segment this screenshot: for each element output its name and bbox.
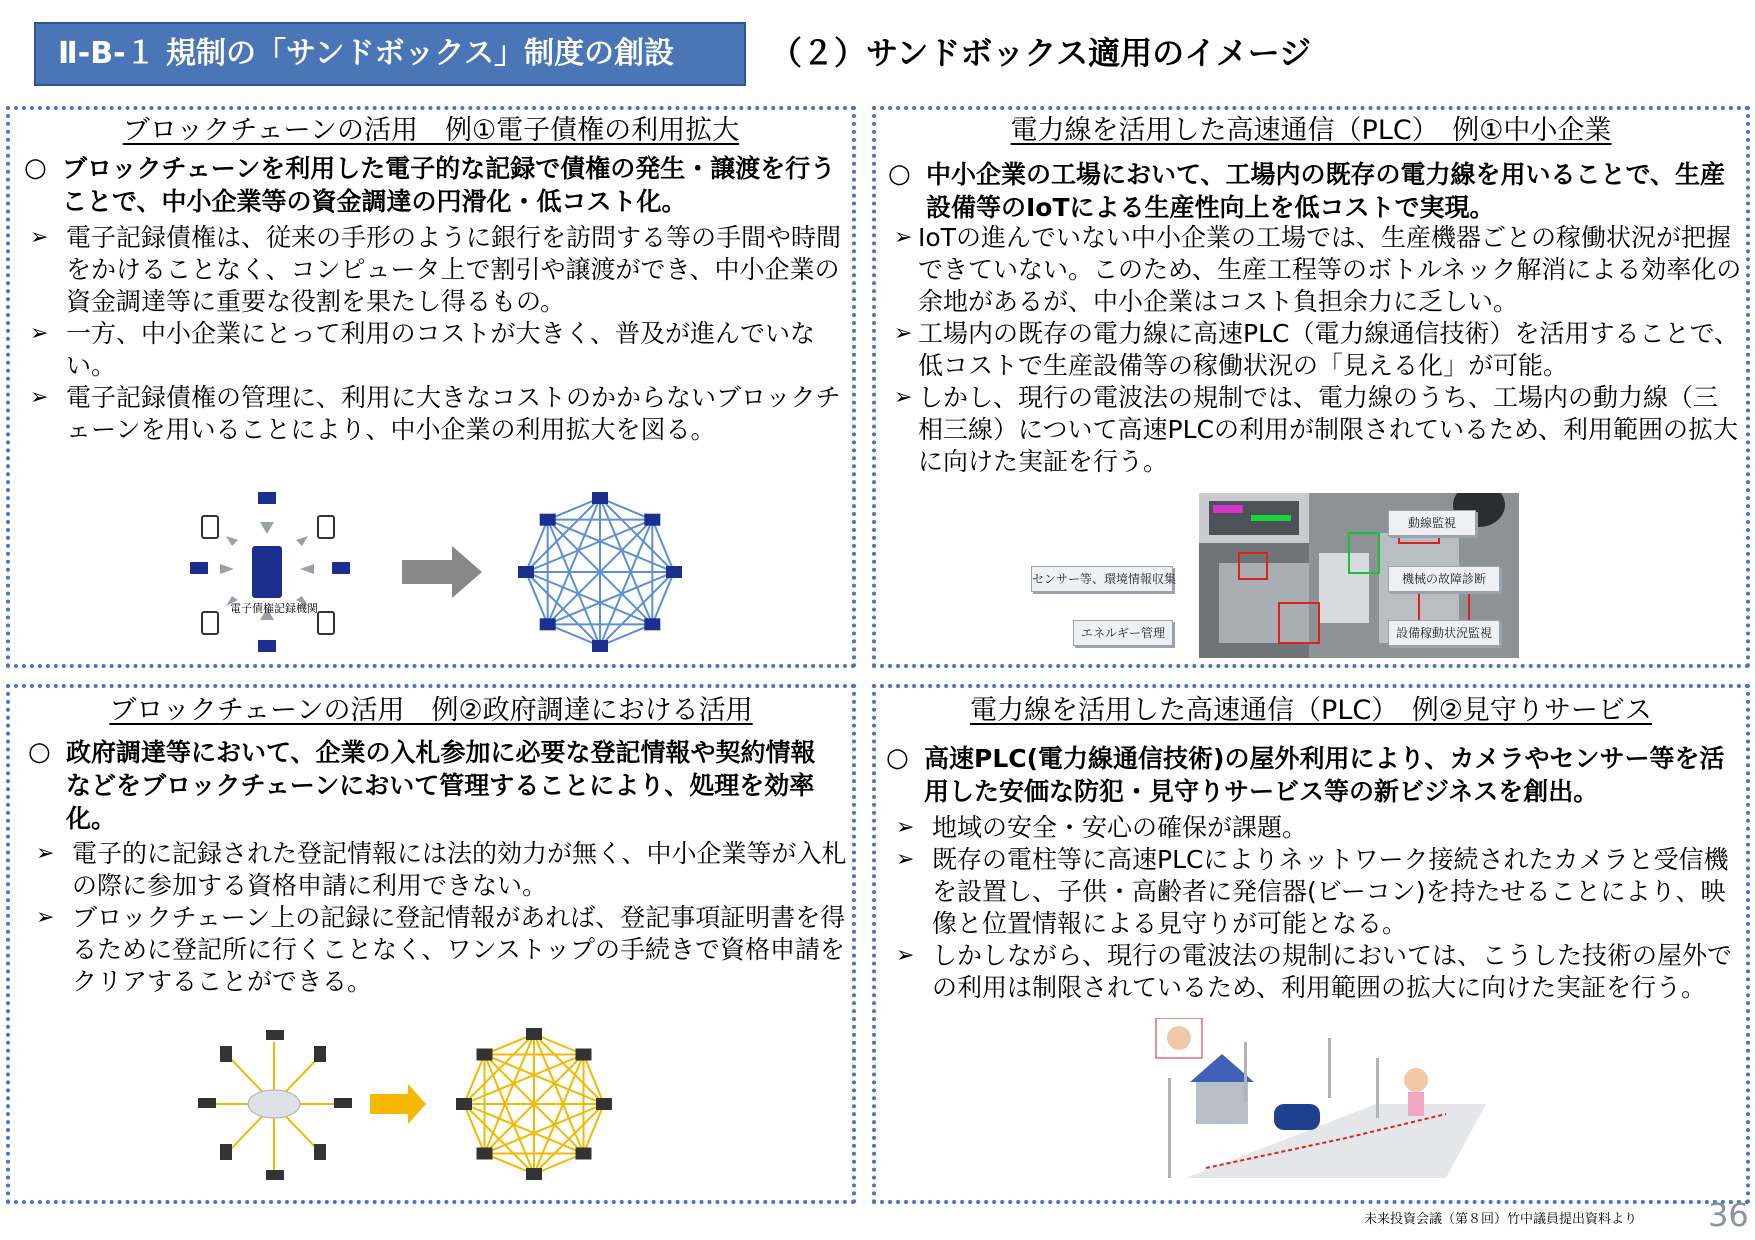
bullet-list <box>890 812 1742 1004</box>
panel-lead: ○ ブロックチェーンを利用した電子的な記録で債権の発生・譲渡を行うことで、中小企業等の資金調達の円滑化・低コスト化。 <box>24 153 836 216</box>
arrow-bullet-icon: ➢ <box>36 841 55 866</box>
circle-bullet-icon: ○ <box>24 153 47 183</box>
network-node-icon <box>540 514 556 526</box>
arrow-bullet-icon: ➢ <box>30 225 49 250</box>
page-number: 36 <box>1708 1196 1749 1234</box>
panel-title: ブロックチェーンの活用 例①電子債権の利用拡大 <box>122 115 740 146</box>
arrow-bullet-icon: ➢ <box>896 847 915 872</box>
list-item: ➢ 地域の安全・安心の確保が課題。 <box>896 813 1308 842</box>
list-item: ➢ 電子記録債権の管理に、利用に大きなコストのかからないブロックチェーンを用いることにより、中小企業の利用拡大を図る。 <box>30 383 841 444</box>
diagram-label: 電子債権記録機関 <box>230 602 318 615</box>
list-item: ➢ 既存の電柱等に高速PLCによりネットワーク接続されたカメラと受信機を設置し、子供・高齢者に発信器(ビーコン)を持たせることにより、映像と位置情報による見守りが可能となる。 <box>896 845 1729 938</box>
network-node-icon <box>477 1147 493 1159</box>
panel-lead: ○ 政府調達等において、企業の入札参加に必要な登記情報や契約情報などをブロックチェーンにおいて管理することにより、処理を効率化。 <box>28 737 816 833</box>
arrow-bullet-icon: ➢ <box>896 815 915 840</box>
list-item: ➢ 電子記録債権は、従来の手形のように銀行を訪問する等の手間や時間をかけることなく、コンピュータ上で割引や譲渡ができ、中小企業の資金調達等に重要な役割を果たし得るもの。 <box>30 223 842 316</box>
list-item: ➢ しかしながら、現行の電波法の規制においては、こうした技術の屋外での利用は制限されているため、利用範囲の拡大に向けた実証を行う。 <box>896 941 1733 1002</box>
panel-lead: ○ 高速PLC(電力線通信技術)の屋外利用により、カメラやセンサー等を活用した安価な防犯・見守りサービス等の新ビジネスを創出。 <box>886 743 1725 806</box>
panel-plc-sme <box>872 106 1750 668</box>
label-energy: エネルギー管理 <box>1073 620 1173 646</box>
network-node-icon <box>575 1049 591 1061</box>
network-node-icon <box>666 566 682 578</box>
network-node-icon <box>518 566 534 578</box>
arrow-bullet-icon: ➢ <box>30 385 49 410</box>
list-item: ➢ 工場内の既存の電力線に高速PLC（電力線通信技術）を活用することで、低コストで生産設備等の稼働状況の「見える化」が可能。 <box>894 319 1739 380</box>
network-node-icon <box>596 1098 612 1110</box>
arrow-bullet-icon: ➢ <box>894 385 913 410</box>
bullet-list <box>30 838 856 998</box>
list-item: ➢ 一方、中小企業にとって利用のコストが大きく、普及が進んでいない。 <box>30 319 816 380</box>
network-node-icon <box>592 640 608 652</box>
bullet-list <box>24 222 854 446</box>
label-operation: 設備稼動状況監視 <box>1388 620 1500 646</box>
list-item: ➢ ブロックチェーン上の記録に登記情報があれば、登記事項証明書を得るために登記所に行くことなく、ワンストップの手続きで資格申請をクリアすることができる。 <box>36 903 846 996</box>
circle-bullet-icon: ○ <box>886 743 909 773</box>
network-node-icon <box>526 1168 542 1180</box>
centralized-to-blockchain-diagram <box>190 488 750 658</box>
panel-title: ブロックチェーンの活用 例②政府調達における活用 <box>109 695 753 726</box>
panel-plc-watch-service <box>872 684 1750 1204</box>
panel-title: 電力線を活用した高速通信（PLC） 例①中小企業 <box>1010 115 1612 146</box>
list-item: ➢ しかし、現行の電波法の規制では、電力線のうち、工場内の動力線（三相三線）について高速PLCの利用が制限されているため、利用範囲の拡大に向けた実証を行う。 <box>894 383 1738 476</box>
bullet-list <box>876 222 1742 478</box>
arrow-bullet-icon: ➢ <box>894 225 913 250</box>
network-node-icon <box>540 618 556 630</box>
network-node-icon <box>526 1028 542 1040</box>
network-node-icon <box>456 1098 472 1110</box>
network-node-icon <box>644 514 660 526</box>
arrow-bullet-icon: ➢ <box>30 321 49 346</box>
watch-service-illustration <box>1146 1018 1486 1188</box>
panel-blockchain-procurement <box>6 684 856 1204</box>
arrow-bullet-icon: ➢ <box>894 321 913 346</box>
network-node-icon <box>644 618 660 630</box>
panel-lead: ○ 中小企業の工場において、工場内の既存の電力線を用いることで、生産設備等のIoTによる生産性向上を低コストで実現。 <box>888 159 1726 222</box>
network-node-icon <box>477 1049 493 1061</box>
label-diagnosis: 機械の故障診断 <box>1388 566 1500 592</box>
panel-title: 電力線を活用した高速通信（PLC） 例②見守りサービス <box>970 695 1652 726</box>
arrow-bullet-icon: ➢ <box>36 905 55 930</box>
label-sensor: センサー等、環境情報収集 <box>1031 566 1173 592</box>
list-item: ➢ 電子的に記録された登記情報には法的効力が無く、中小企業等が入札の際に参加する資格申請に利用できない。 <box>36 839 847 900</box>
label-line-monitor: 動線監視 <box>1388 510 1476 536</box>
cloud-to-blockchain-diagram <box>194 1024 674 1194</box>
page-title: Ⅱ-B-１ 規制の「サンドボックス」制度の創設 <box>34 22 746 86</box>
page-subtitle: （２）サンドボックス適用のイメージ <box>770 34 1312 72</box>
arrow-bullet-icon: ➢ <box>896 943 915 968</box>
panel-blockchain-ebond <box>6 106 856 668</box>
circle-bullet-icon: ○ <box>888 159 911 189</box>
network-node-icon <box>592 492 608 504</box>
source-note: 未来投資会議（第８回）竹中議員提出資料より <box>1364 1212 1638 1227</box>
circle-bullet-icon: ○ <box>28 737 51 767</box>
network-node-icon <box>575 1147 591 1159</box>
list-item: ➢ IoTの進んでいない中小企業の工場では、生産機器ごとの稼働状況が把握できていない。このため、生産工程等のボトルネック解消による効率化の余地があるが、中小企業はコスト負担余力に乏しい。 <box>894 223 1742 316</box>
